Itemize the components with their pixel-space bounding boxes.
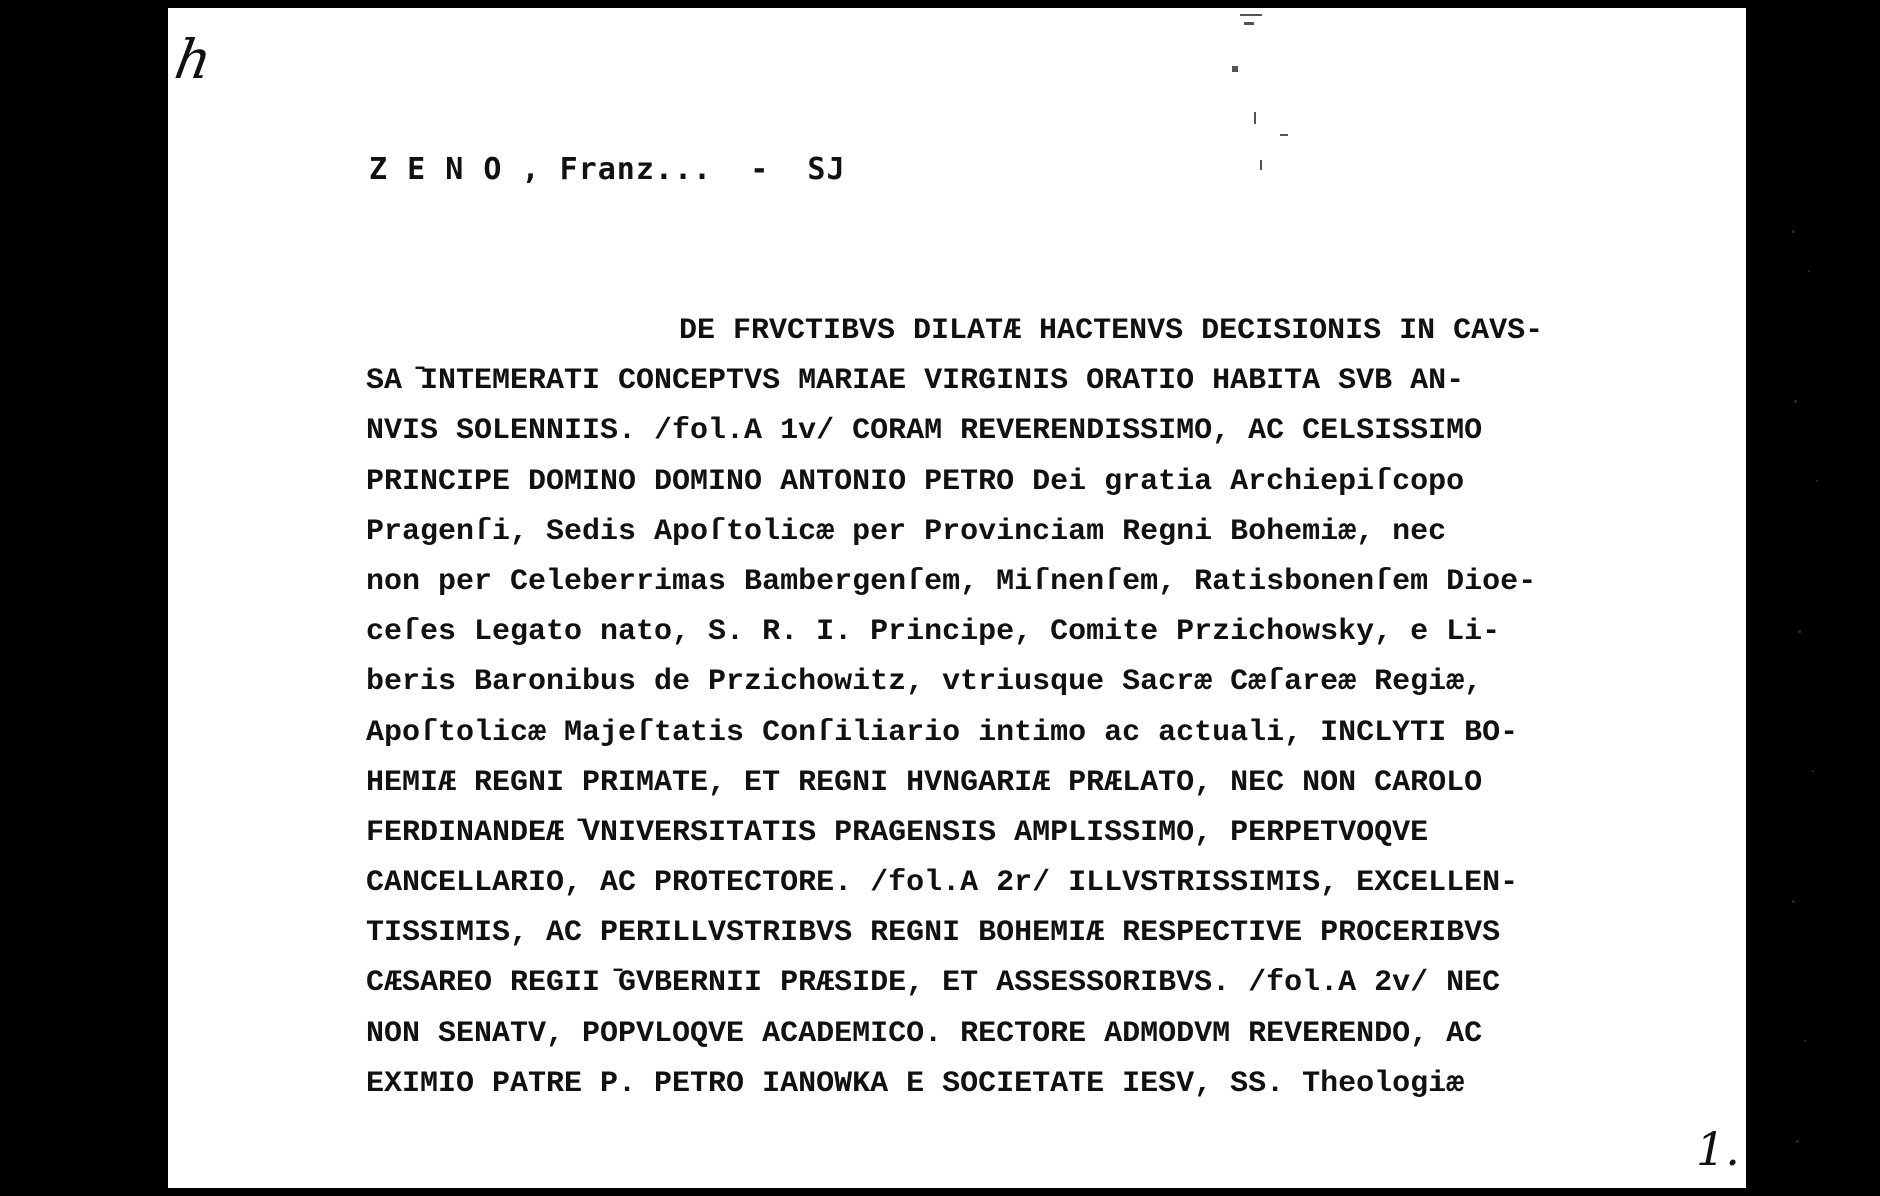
text-line: NON SENATV, POPVLOQVE ACADEMICO. RECTORE ADMODVM REVERENDO, AC <box>366 1016 1483 1051</box>
scan-specks <box>1180 8 1330 178</box>
text-line: Pragenſi, Sedis Apoſtolicæ per Provinciam Regni Bohemiæ, nec <box>366 514 1447 549</box>
text-line: non per Celeberrimas Bambergenſem, Miſnenſem, Ratisbonenſem Dioe- <box>366 564 1537 599</box>
text-line: SA ̄INTEMERATI CONCEPTVS MARIAE VIRGINIS ORATIO HABITA SVB AN- <box>366 364 1465 399</box>
text-line: DE FRVCTIBVS DILATÆ HACTENVS DECISIONIS IN CAVS- <box>679 314 1544 348</box>
text-line: HEMIÆ REGNI PRIMATE, ET REGNI HVNGARIÆ PRÆLATO, NEC NON CAROLO <box>366 765 1483 800</box>
margin-handwritten-mark: h <box>170 28 217 91</box>
scan-edge-specks <box>1786 210 1846 1190</box>
text-line: NVIS SOLENNIIS. /fol.A 1v/ CORAM REVERENDISSIMO, AC CELSISSIMO <box>366 414 1483 449</box>
record-heading: Z E N O , Franz... - SJ <box>369 152 846 187</box>
title-transcription <box>366 306 1716 1109</box>
text-line: beris Baronibus de Przichowitz, vtriusque Sacræ Cæſareæ Regiæ, <box>366 665 1483 700</box>
text-line: ceſes Legato nato, S. R. I. Principe, Comite Przichowsky, e Li- <box>366 615 1501 650</box>
text-line: EXIMIO PATRE P. PETRO IANOWKA E SOCIETATE IESV, SS. Theologiæ <box>366 1066 1465 1101</box>
text-line: PRINCIPE DOMINO DOMINO ANTONIO PETRO Dei gratia Archiepiſcopo <box>366 464 1465 499</box>
text-line: CANCELLARIO, AC PROTECTORE. /fol.A 2r/ ILLVSTRISSIMIS, EXCELLEN- <box>366 866 1519 901</box>
page-number: 1. <box>1696 1122 1740 1176</box>
text-line: FERDINANDEÆ ̄VNIVERSITATIS PRAGENSIS AMPLISSIMO, PERPETVOQVE <box>366 815 1429 850</box>
text-line: CÆSAREO REGII ̄GVBERNII PRÆSIDE, ET ASSESSORIBVS. /fol.A 2v/ NEC <box>366 966 1501 1001</box>
text-line: Apoſtolicæ Majeſtatis Conſiliario intimo ac actuali, INCLYTI BO- <box>366 715 1519 750</box>
text-line: TISSIMIS, AC PERILLVSTRIBVS REGNI BOHEMIÆ RESPECTIVE PROCERIBVS <box>366 916 1501 951</box>
